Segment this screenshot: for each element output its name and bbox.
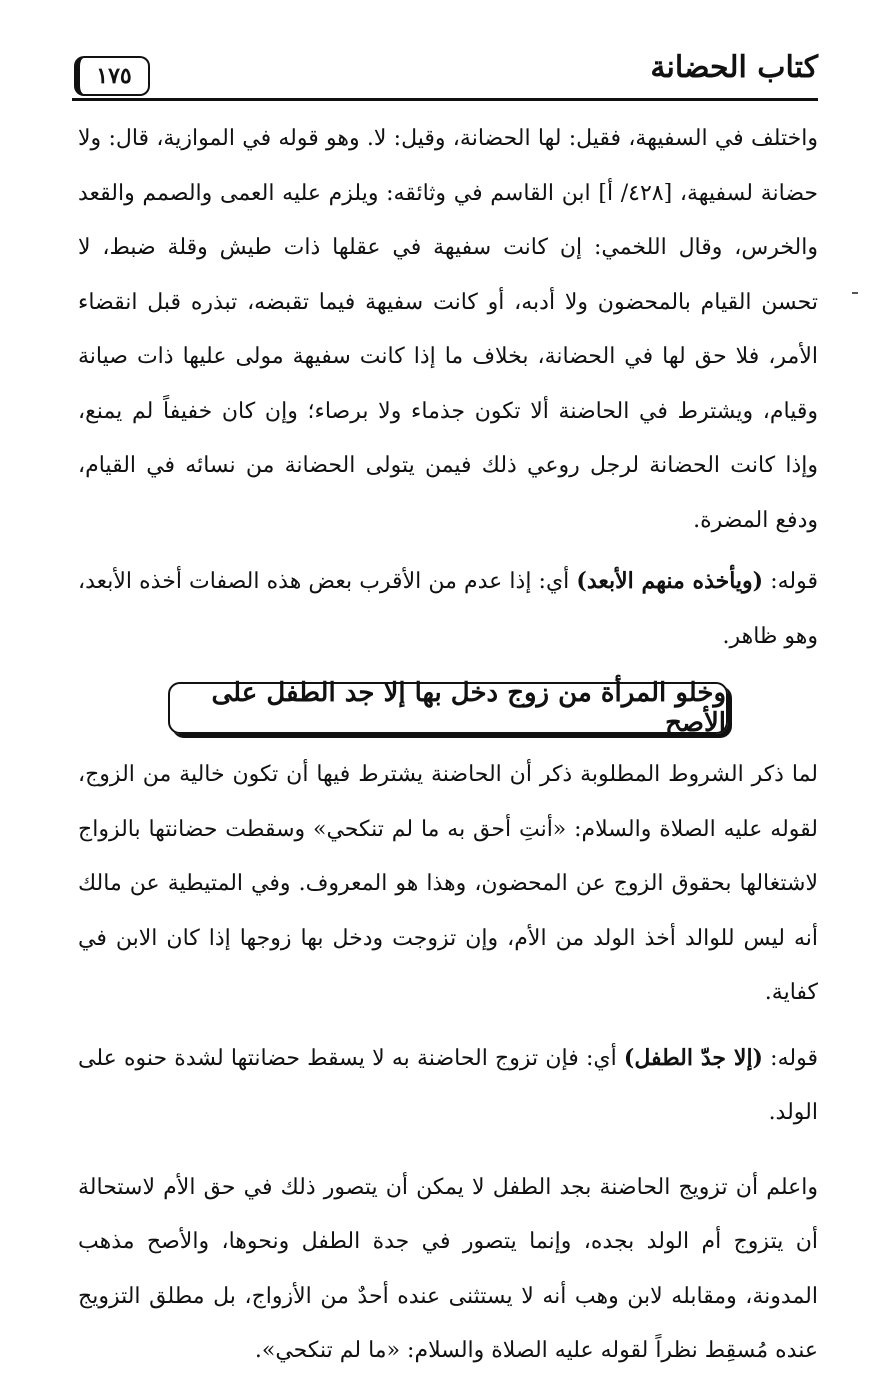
commentary-text: أي: إذا عدم من الأقرب بعض هذه الصفات أخذه الأبعد، وهو ظاهر.: [78, 569, 818, 649]
matn-quote: (إلا جدّ الطفل): [623, 1044, 763, 1071]
running-title: كتاب الحضانة: [650, 50, 818, 85]
section-heading: وخلو المرأة من زوج دخل بها إلا جد الطفل على الأصح: [211, 678, 726, 738]
paragraph-know-that: واعلم أن تزويج الحاضنة بجد الطفل لا يمكن أن يتصور ذلك في حق الأم لاستحالة أن يتزوج أم الولد بجده، وإنما يتصور في جدة الطفل ونحوها، والأصح مذهب المدونة، ومقابله لابن وهب أنه لا يستثنى عنده أحدٌ من الأزواج، بل مطلق التزويج عنده مُسقِط نظراً لقوله عليه الصلاة والسلام: «ما لم تنكحي».: [78, 1174, 818, 1363]
paragraph-foolish-woman: واختلف في السفيهة، فقيل: لها الحضانة، وقيل: لا. وهو قوله في الموازية، قال: ولا حضانة لسفيهة، [٤٢٨/ أ] ابن القاسم في وثائقه: ويلزم عليه العمى والصمم والقعد والخرس، وقال اللخمي: إن كانت سفيهة في عقلها ذات طيش وقلة ضبط، لا تحسن القيام بالمحضون ولا أدبه، أو كانت سفيهة فيما تقبضه، تبذره قبل انقضاء الأمر، فلا حق لها في الحضانة، بخلاف ما إذا كانت سفيهة مولى عليها ذات صيانة وقيام، ويشترط في الحاضنة ألا تكون جذماء ولا برصاء؛ وإن كان خفيفاً لم يمنع، وإذا كانت الحضانة لرجل روعي ذلك فيمن يتولى الحضانة من نسائه في القيام، ودفع المضرة.: [78, 126, 818, 533]
matn-quote: (ويأخذه منهم الأبعد): [576, 568, 764, 594]
paragraph-grandfather: [78, 1031, 818, 1141]
page-header: [72, 48, 818, 106]
quote-lead: قوله:: [762, 1045, 818, 1071]
page-number: ١٧٥: [96, 63, 132, 89]
paragraph-further-relative: [78, 554, 818, 664]
margin-mark: [852, 292, 858, 294]
page-body: [78, 112, 818, 1379]
commentary-text: أي: فإن تزوج الحاضنة به لا يسقط حضانتها لشدة حنوه على الولد.: [78, 1045, 818, 1125]
quote-lead: قوله:: [763, 569, 818, 594]
page-number-box: [74, 56, 150, 96]
paragraph-marriage-condition: لما ذكر الشروط المطلوبة ذكر أن الحاضنة يشترط فيها أن تكون خالية من الزوج، لقوله عليه الصلاة والسلام: «أنتِ أحق به ما لم تنكحي» وسقطت حضانتها بالزواج لاشتغالها بحقوق الزوج عن المحضون، وهذا هو المعروف. وفي المتيطية عن مالك أنه ليس للوالد أخذ الولد من الأم، وإن تزوجت ودخل بها زوجها إذا كان الابن في كفاية.: [78, 762, 818, 1005]
header-rule: [72, 98, 818, 101]
section-heading-box: [168, 678, 728, 738]
